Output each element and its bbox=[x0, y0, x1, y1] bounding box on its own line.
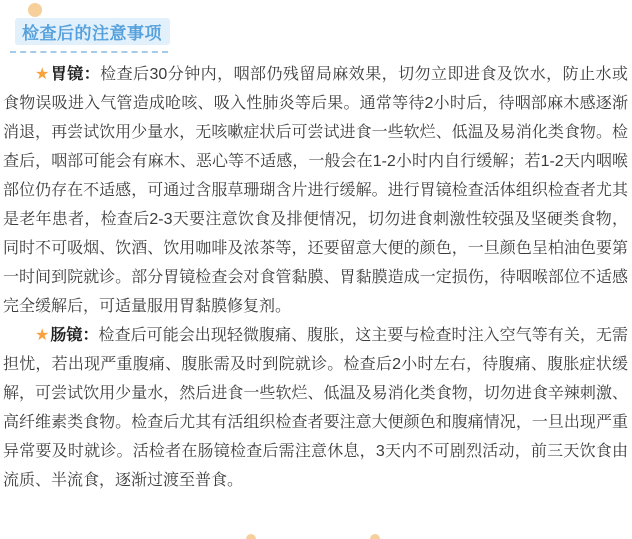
colonoscopy-label: 肠镜： bbox=[50, 327, 99, 344]
star-icon: ★ bbox=[35, 66, 50, 83]
decorative-dot-icon bbox=[370, 534, 380, 539]
page-title: 检查后的注意事项 bbox=[22, 24, 162, 43]
gastroscopy-paragraph bbox=[3, 60, 628, 321]
decorative-dot-icon bbox=[246, 534, 256, 539]
colonoscopy-text: 检查后可能会出现轻微腹痛、腹胀，这主要与检查时注入空气等有关，无需担忧，若出现严重腹痛、腹胀需及时到院就诊。检查后2小时左右，待腹痛、腹胀症状缓解，可尝试饮用少量水，然后进食一些软烂、低温及易消化类食物，切勿进食辛辣刺激、高纤维素类食物。检查后尤其有活组织检查者要注意大便颜色和腹痛情况，一旦出现严重异常要及时就诊。活检者在肠镜检查后需注意休息，3天内不可剧烈活动，前三天饮食由流质、半流食，逐渐过渡至普食。 bbox=[3, 327, 628, 489]
star-icon: ★ bbox=[35, 327, 50, 344]
gastroscopy-text: 检查后30分钟内，咽部仍残留局麻效果，切勿立即进食及饮水，防止水或食物误吸进入气管造成呛咳、吸入性肺炎等后果。通常等待2小时后，待咽部麻木感逐渐消退，再尝试饮用少量水，无咳嗽症状后可尝试进食一些软烂、低温及易消化类食物。检查后，咽部可能会有麻木、恶心等不适感，一般会在1-2小时内自行缓解；若1-2天内咽喉部位仍存在不适感，可通过含服草珊瑚含片进行缓解。进行胃镜检查活体组织检查者尤其是老年患者，检查后2-3天要注意饮食及排便情况，切勿进食刺激性较强及坚硬类食物，同时不可吸烟、饮酒、饮用咖啡及浓茶等，还要留意大便的颜色，一旦颜色呈柏油色要第一时间到院就诊。部分胃镜检查会对食管黏膜、胃黏膜造成一定损伤，待咽喉部位不适感完全缓解后，可适量服用胃黏膜修复剂。 bbox=[3, 66, 628, 315]
section-title-badge bbox=[15, 18, 170, 45]
colonoscopy-paragraph bbox=[3, 321, 628, 495]
gastroscopy-label: 胃镜： bbox=[50, 66, 101, 83]
decorative-dot-icon bbox=[28, 3, 42, 17]
notice-content bbox=[0, 52, 632, 495]
page-header bbox=[0, 0, 632, 60]
